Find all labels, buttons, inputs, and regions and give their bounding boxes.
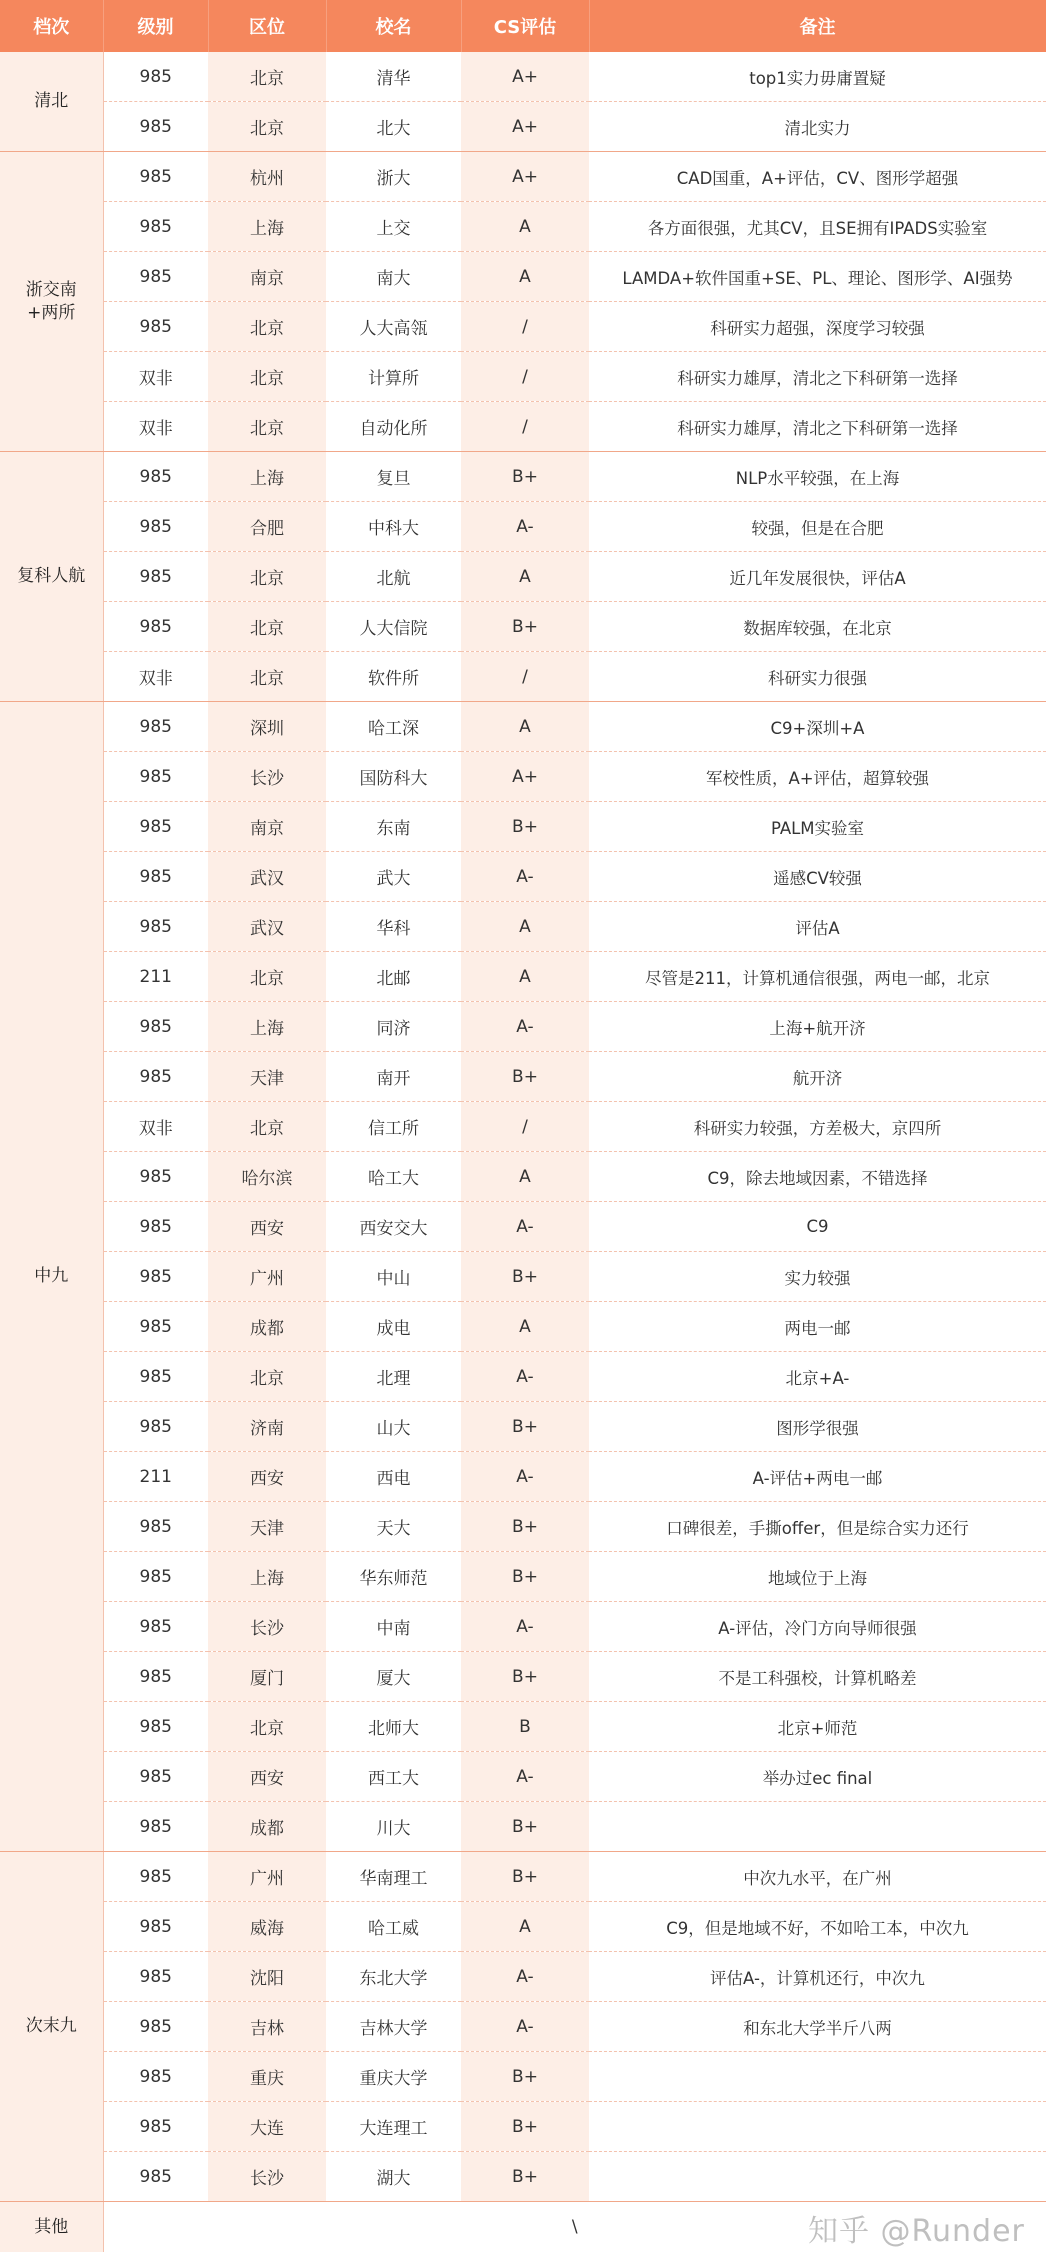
location-cell: 北京	[208, 1702, 326, 1752]
school-cell: 中山	[326, 1252, 461, 1302]
location-cell: 武汉	[208, 902, 326, 952]
note-cell: 数据库较强，在北京	[589, 602, 1046, 652]
cs-rating-cell: A-	[461, 1202, 589, 1252]
tier-cell: 浙交南 +两所	[0, 152, 103, 452]
table-row	[0, 2052, 1046, 2102]
cs-rating-cell: B+	[461, 802, 589, 852]
cs-rating-cell: A	[461, 1302, 589, 1352]
school-cell: 华东师范	[326, 1552, 461, 1602]
cs-rating-cell: /	[461, 302, 589, 352]
table-row	[0, 402, 1046, 452]
school-cell: 北邮	[326, 952, 461, 1002]
table-row	[0, 102, 1046, 152]
note-cell: 遥感CV较强	[589, 852, 1046, 902]
location-cell: 哈尔滨	[208, 1152, 326, 1202]
level-cell: 985	[103, 202, 208, 252]
note-cell: C9，但是地域不好，不如哈工本，中次九	[589, 1902, 1046, 1952]
tier-cell: 清北	[0, 52, 103, 152]
note-cell: 科研实力雄厚，清北之下科研第一选择	[589, 402, 1046, 452]
level-cell: 985	[103, 1052, 208, 1102]
note-cell: 清北实力	[589, 102, 1046, 152]
location-cell: 北京	[208, 102, 326, 152]
school-cell: 复旦	[326, 452, 461, 502]
note-cell: 不是工科强校，计算机略差	[589, 1652, 1046, 1702]
note-cell: A-评估，冷门方向导师很强	[589, 1602, 1046, 1652]
location-cell: 北京	[208, 652, 326, 702]
table-row	[0, 1452, 1046, 1502]
level-cell: 985	[103, 1702, 208, 1752]
level-cell: 985	[103, 752, 208, 802]
cs-rating-cell: B+	[461, 2102, 589, 2152]
cs-rating-cell: B	[461, 1702, 589, 1752]
school-cell: 人大高瓴	[326, 302, 461, 352]
note-cell: 和东北大学半斤八两	[589, 2002, 1046, 2052]
cs-rating-cell: A+	[461, 52, 589, 102]
level-cell: 双非	[103, 1102, 208, 1152]
note-cell: CAD国重，A+评估，CV、图形学超强	[589, 152, 1046, 202]
note-cell: C9	[589, 1202, 1046, 1252]
level-cell: 211	[103, 952, 208, 1002]
school-cell: 自动化所	[326, 402, 461, 452]
location-cell: 天津	[208, 1052, 326, 1102]
school-cell: 川大	[326, 1802, 461, 1852]
cs-rating-cell: A	[461, 952, 589, 1002]
table-row	[0, 1652, 1046, 1702]
note-cell: 中次九水平，在广州	[589, 1852, 1046, 1902]
school-cell: 计算所	[326, 352, 461, 402]
note-cell: 地域位于上海	[589, 1552, 1046, 1602]
location-cell: 西安	[208, 1752, 326, 1802]
location-cell: 上海	[208, 452, 326, 502]
cs-rating-cell: B+	[461, 1652, 589, 1702]
table-row	[0, 1202, 1046, 1252]
school-cell: 华南理工	[326, 1852, 461, 1902]
cs-rating-cell: A-	[461, 852, 589, 902]
school-cell: 哈工威	[326, 1902, 461, 1952]
level-cell: 双非	[103, 402, 208, 452]
cs-rating-cell: A-	[461, 1002, 589, 1052]
level-cell: 985	[103, 452, 208, 502]
cs-rating-cell: B+	[461, 2052, 589, 2102]
level-cell: 985	[103, 2102, 208, 2152]
cs-rating-cell: B+	[461, 1502, 589, 1552]
location-cell: 西安	[208, 1452, 326, 1502]
school-cell: 重庆大学	[326, 2052, 461, 2102]
location-cell: 广州	[208, 1852, 326, 1902]
cs-rating-cell: B+	[461, 452, 589, 502]
location-cell: 北京	[208, 352, 326, 402]
tier-cell: 复科人航	[0, 452, 103, 702]
school-cell: 东北大学	[326, 1952, 461, 2002]
school-cell: 软件所	[326, 652, 461, 702]
level-cell: 211	[103, 1452, 208, 1502]
level-cell: 985	[103, 2152, 208, 2202]
level-cell: 985	[103, 152, 208, 202]
school-cell: 厦大	[326, 1652, 461, 1702]
location-cell: 上海	[208, 1002, 326, 1052]
note-cell: 举办过ec final	[589, 1752, 1046, 1802]
school-cell: 西电	[326, 1452, 461, 1502]
school-cell: 吉林大学	[326, 2002, 461, 2052]
cs-rating-cell: B+	[461, 1802, 589, 1852]
level-cell: 985	[103, 1852, 208, 1902]
note-cell: 北京+师范	[589, 1702, 1046, 1752]
cs-rating-cell: /	[461, 352, 589, 402]
location-cell: 厦门	[208, 1652, 326, 1702]
tier-cell: 次末九	[0, 1852, 103, 2202]
header-level: 级别	[103, 0, 208, 52]
note-cell: 两电一邮	[589, 1302, 1046, 1352]
school-cell: 山大	[326, 1402, 461, 1452]
location-cell: 沈阳	[208, 1952, 326, 2002]
location-cell: 重庆	[208, 2052, 326, 2102]
table-row	[0, 1802, 1046, 1852]
level-cell: 985	[103, 602, 208, 652]
school-cell: 北理	[326, 1352, 461, 1402]
table-row	[0, 552, 1046, 602]
cs-rating-cell: /	[461, 1102, 589, 1152]
cs-rating-cell: A-	[461, 1752, 589, 1802]
cs-rating-cell: A	[461, 902, 589, 952]
table-row	[0, 852, 1046, 902]
level-cell: 985	[103, 502, 208, 552]
cs-rating-cell: A-	[461, 1352, 589, 1402]
school-cell: 国防科大	[326, 752, 461, 802]
location-cell: 成都	[208, 1302, 326, 1352]
level-cell: 985	[103, 1552, 208, 1602]
school-cell: 同济	[326, 1002, 461, 1052]
note-cell: 尽管是211，计算机通信很强，两电一邮，北京	[589, 952, 1046, 1002]
table-row	[0, 1952, 1046, 2002]
table-header	[0, 0, 1046, 52]
table-row	[0, 602, 1046, 652]
table-row	[0, 502, 1046, 552]
location-cell: 吉林	[208, 2002, 326, 2052]
table-row	[0, 1352, 1046, 1402]
note-cell: 军校性质，A+评估，超算较强	[589, 752, 1046, 802]
location-cell: 北京	[208, 602, 326, 652]
note-cell	[589, 2052, 1046, 2102]
cs-rating-cell: B+	[461, 1852, 589, 1902]
table-row	[0, 1002, 1046, 1052]
school-cell: 哈工深	[326, 702, 461, 752]
level-cell: 985	[103, 102, 208, 152]
note-cell	[589, 2152, 1046, 2202]
level-cell: 985	[103, 1252, 208, 1302]
level-cell: 985	[103, 1502, 208, 1552]
note-cell	[589, 1802, 1046, 1852]
table-row	[0, 952, 1046, 1002]
location-cell: 上海	[208, 1552, 326, 1602]
note-cell: NLP水平较强，在上海	[589, 452, 1046, 502]
location-cell: 南京	[208, 802, 326, 852]
cs-rating-cell: A+	[461, 752, 589, 802]
school-cell: 中南	[326, 1602, 461, 1652]
level-cell: 985	[103, 52, 208, 102]
location-cell: 上海	[208, 202, 326, 252]
tier-cell: 其他	[0, 2202, 103, 2253]
table-row	[0, 1752, 1046, 1802]
cs-rating-cell: A-	[461, 2002, 589, 2052]
school-cell: 北航	[326, 552, 461, 602]
cs-rating-cell: A	[461, 702, 589, 752]
level-cell: 985	[103, 1402, 208, 1452]
level-cell: 985	[103, 1952, 208, 2002]
note-cell: 科研实力超强，深度学习较强	[589, 302, 1046, 352]
table-row	[0, 652, 1046, 702]
cs-rating-cell: A-	[461, 1452, 589, 1502]
level-cell: 985	[103, 552, 208, 602]
location-cell: 杭州	[208, 152, 326, 202]
table-row	[0, 802, 1046, 852]
note-cell: 北京+A-	[589, 1352, 1046, 1402]
school-cell: 西工大	[326, 1752, 461, 1802]
table-row	[0, 1902, 1046, 1952]
level-cell: 985	[103, 702, 208, 752]
location-cell: 北京	[208, 52, 326, 102]
cs-rating-cell: A	[461, 1902, 589, 1952]
cs-rating-cell: /	[461, 402, 589, 452]
table-row	[0, 1302, 1046, 1352]
cs-rating-cell: A-	[461, 1952, 589, 2002]
level-cell: 985	[103, 302, 208, 352]
header-tier: 档次	[0, 0, 103, 52]
table-row	[0, 752, 1046, 802]
header-school: 校名	[326, 0, 461, 52]
school-cell: 南开	[326, 1052, 461, 1102]
table-row	[0, 1852, 1046, 1902]
location-cell: 广州	[208, 1252, 326, 1302]
other-value: \	[571, 2217, 578, 2237]
level-cell: 985	[103, 2002, 208, 2052]
location-cell: 长沙	[208, 752, 326, 802]
level-cell: 双非	[103, 352, 208, 402]
school-cell: 中科大	[326, 502, 461, 552]
note-cell: 科研实力较强，方差极大，京四所	[589, 1102, 1046, 1152]
table-row	[0, 2002, 1046, 2052]
level-cell: 985	[103, 1002, 208, 1052]
table-row	[0, 352, 1046, 402]
school-cell: 信工所	[326, 1102, 461, 1152]
table-row	[0, 52, 1046, 102]
note-cell: A-评估+两电一邮	[589, 1452, 1046, 1502]
school-cell: 清华	[326, 52, 461, 102]
header-notes: 备注	[589, 0, 1046, 52]
cs-rating-cell: A-	[461, 502, 589, 552]
table-row	[0, 1702, 1046, 1752]
school-cell: 华科	[326, 902, 461, 952]
school-cell: 南大	[326, 252, 461, 302]
location-cell: 成都	[208, 1802, 326, 1852]
table-row	[0, 302, 1046, 352]
location-cell: 合肥	[208, 502, 326, 552]
location-cell: 深圳	[208, 702, 326, 752]
school-cell: 天大	[326, 1502, 461, 1552]
location-cell: 长沙	[208, 1602, 326, 1652]
table-row	[0, 2152, 1046, 2202]
table-row	[0, 1052, 1046, 1102]
location-cell: 北京	[208, 952, 326, 1002]
header-cs-rating: CS评估	[461, 0, 589, 52]
location-cell: 北京	[208, 402, 326, 452]
level-cell: 985	[103, 1202, 208, 1252]
location-cell: 北京	[208, 1352, 326, 1402]
cs-rating-cell: /	[461, 652, 589, 702]
cs-rating-cell: B+	[461, 1402, 589, 1452]
location-cell: 西安	[208, 1202, 326, 1252]
level-cell: 985	[103, 252, 208, 302]
level-cell: 985	[103, 1152, 208, 1202]
school-cell: 北大	[326, 102, 461, 152]
level-cell: 985	[103, 802, 208, 852]
school-cell: 人大信院	[326, 602, 461, 652]
note-cell: 评估A	[589, 902, 1046, 952]
note-cell: 上海+航开济	[589, 1002, 1046, 1052]
table-body	[0, 52, 1046, 2252]
note-cell: 科研实力很强	[589, 652, 1046, 702]
cs-rating-cell: B+	[461, 1252, 589, 1302]
location-cell: 大连	[208, 2102, 326, 2152]
level-cell: 985	[103, 1602, 208, 1652]
table-row	[0, 1102, 1046, 1152]
location-cell: 长沙	[208, 2152, 326, 2202]
header-location: 区位	[208, 0, 326, 52]
level-cell: 985	[103, 1802, 208, 1852]
table-row	[0, 1602, 1046, 1652]
cs-rating-cell: A-	[461, 1602, 589, 1652]
table-row	[0, 1402, 1046, 1452]
cs-rating-cell: B+	[461, 1552, 589, 1602]
school-cell: 西安交大	[326, 1202, 461, 1252]
level-cell: 985	[103, 1302, 208, 1352]
location-cell: 北京	[208, 1102, 326, 1152]
school-cell: 北师大	[326, 1702, 461, 1752]
location-cell: 济南	[208, 1402, 326, 1452]
level-cell: 985	[103, 902, 208, 952]
level-cell: 985	[103, 2052, 208, 2102]
school-cell: 大连理工	[326, 2102, 461, 2152]
table-row	[0, 1152, 1046, 1202]
note-cell: 较强，但是在合肥	[589, 502, 1046, 552]
cs-rating-cell: B+	[461, 1052, 589, 1102]
table-row	[0, 902, 1046, 952]
table-row	[0, 452, 1046, 502]
note-cell: 科研实力雄厚，清北之下科研第一选择	[589, 352, 1046, 402]
school-cell: 上交	[326, 202, 461, 252]
school-cell: 武大	[326, 852, 461, 902]
school-cell: 浙大	[326, 152, 461, 202]
school-cell: 成电	[326, 1302, 461, 1352]
header-row	[0, 0, 1046, 52]
cs-rating-cell: A	[461, 1152, 589, 1202]
table-row	[0, 2102, 1046, 2152]
note-cell: C9，除去地域因素，不错选择	[589, 1152, 1046, 1202]
school-cell: 湖大	[326, 2152, 461, 2202]
cs-rating-cell: A	[461, 202, 589, 252]
location-cell: 南京	[208, 252, 326, 302]
cs-rating-cell: A	[461, 552, 589, 602]
location-cell: 武汉	[208, 852, 326, 902]
cs-rating-cell: A+	[461, 152, 589, 202]
location-cell: 天津	[208, 1502, 326, 1552]
table-row	[0, 1252, 1046, 1302]
table-row	[0, 252, 1046, 302]
location-cell: 威海	[208, 1902, 326, 1952]
note-cell: 实力较强	[589, 1252, 1046, 1302]
cs-rating-cell: A	[461, 252, 589, 302]
watermark: 知乎 @Runder	[808, 2214, 1025, 2249]
cs-rating-cell: B+	[461, 602, 589, 652]
tier-cell: 中九	[0, 702, 103, 1852]
level-cell: 985	[103, 1752, 208, 1802]
level-cell: 985	[103, 1902, 208, 1952]
school-cell: 东南	[326, 802, 461, 852]
table-row	[0, 702, 1046, 752]
note-cell: top1实力毋庸置疑	[589, 52, 1046, 102]
note-cell: 近几年发展很快，评估A	[589, 552, 1046, 602]
note-cell: 各方面很强，尤其CV，且SE拥有IPADS实验室	[589, 202, 1046, 252]
note-cell: C9+深圳+A	[589, 702, 1046, 752]
note-cell: 航开济	[589, 1052, 1046, 1102]
location-cell: 北京	[208, 302, 326, 352]
table-row	[0, 1502, 1046, 1552]
note-cell	[589, 2102, 1046, 2152]
table-row	[0, 1552, 1046, 1602]
note-cell: 评估A-，计算机还行，中次九	[589, 1952, 1046, 2002]
note-cell: 图形学很强	[589, 1402, 1046, 1452]
note-cell: PALM实验室	[589, 802, 1046, 852]
note-cell: LAMDA+软件国重+SE、PL、理论、图形学、AI强势	[589, 252, 1046, 302]
level-cell: 双非	[103, 652, 208, 702]
level-cell: 985	[103, 1352, 208, 1402]
school-cell: 哈工大	[326, 1152, 461, 1202]
location-cell: 北京	[208, 552, 326, 602]
table-row	[0, 202, 1046, 252]
level-cell: 985	[103, 852, 208, 902]
cs-rating-cell: B+	[461, 2152, 589, 2202]
cs-rating-cell: A+	[461, 102, 589, 152]
table-row	[0, 152, 1046, 202]
note-cell: 口碑很差，手撕offer，但是综合实力还行	[589, 1502, 1046, 1552]
level-cell: 985	[103, 1652, 208, 1702]
